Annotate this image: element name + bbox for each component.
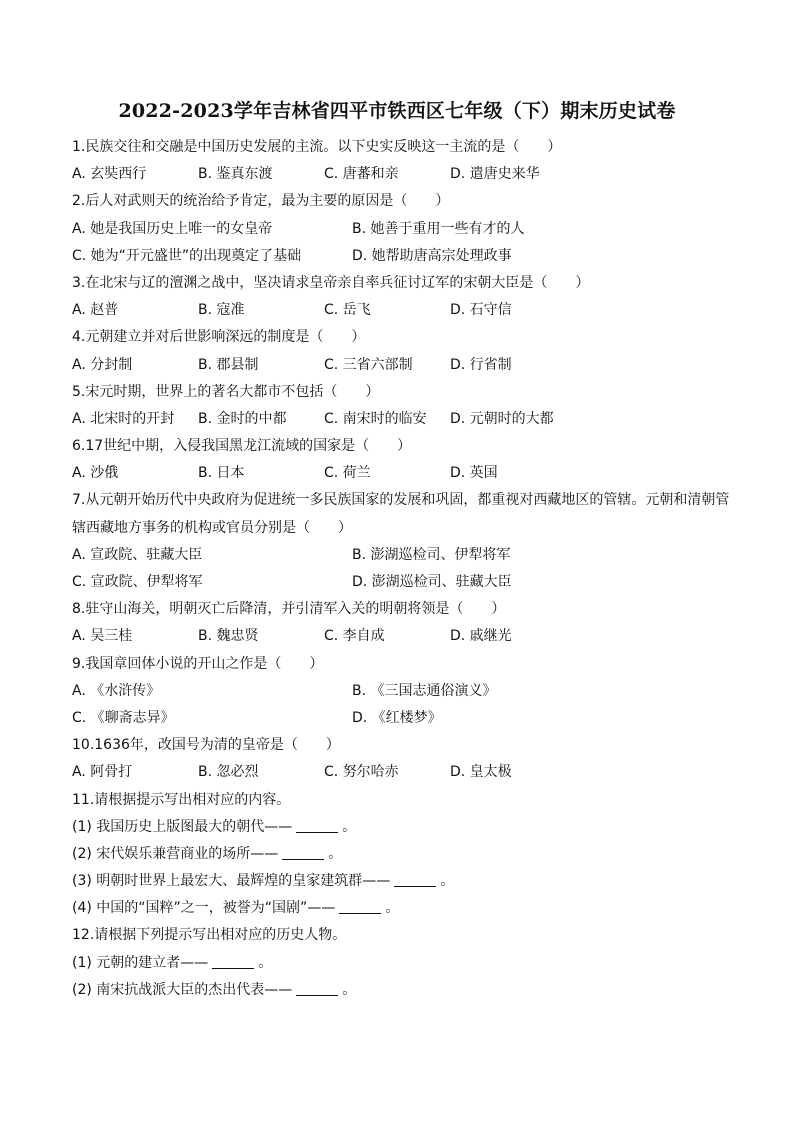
answer-blank[interactable] — [394, 872, 436, 887]
option-c: C. 努尔哈赤 — [324, 764, 399, 781]
question-10-options — [72, 759, 732, 786]
option-c: C. 她为“开元盛世”的出现奠定了基础 — [72, 247, 302, 264]
answer-blank[interactable] — [282, 845, 324, 860]
option-c: C. 三省六部制 — [324, 356, 413, 373]
option-b: B. 日本 — [198, 465, 245, 482]
question-5-stem: 5.宋元时期，世界上的著名大都市不包括（ ） — [72, 383, 380, 400]
option-d: D. 《红楼梦》 — [352, 709, 442, 726]
period-text: 。 — [385, 900, 400, 917]
question-9-stem: 9.我国章回体小说的开山之作是（ ） — [72, 655, 324, 672]
option-a: A. 宣政院、驻藏大臣 — [72, 546, 203, 563]
question-8-stem: 8.驻守山海关，明朝灭亡后降清，并引清军入关的明朝将领是（ ） — [72, 601, 506, 618]
period-text: 。 — [258, 954, 273, 971]
period-text: 。 — [342, 818, 357, 835]
question-12-stem: 12.请根据下列提示写出相对应的历史人物。 — [72, 927, 347, 944]
option-a: A. 沙俄 — [72, 465, 119, 482]
option-d: D. 澎湖巡检司、驻藏大臣 — [352, 574, 512, 591]
question-8-options — [72, 623, 732, 650]
option-b: B. 《三国志通俗演义》 — [352, 682, 497, 699]
period-text: 。 — [342, 981, 357, 998]
prompt-text: (2) 宋代娱乐兼营商业的场所—— — [72, 845, 279, 862]
question-9-options-row1 — [72, 678, 732, 705]
question-1-stem: 1.民族交往和交融是中国历史发展的主流。以下史实反映这一主流的是（ ） — [72, 139, 562, 155]
option-a: A. 分封制 — [72, 356, 133, 373]
prompt-text: (4) 中国的“国粹”之一，被誉为“国剧”—— — [72, 900, 336, 917]
question-3-stem: 3.在北宋与辽的澶渊之战中，坚决请求皇帝亲自率兵征讨辽军的宋朝大臣是（ ） — [72, 274, 590, 291]
period-text: 。 — [328, 845, 343, 862]
option-a: A. 赵普 — [72, 302, 119, 319]
option-d: D. 英国 — [450, 465, 498, 482]
question-2-options-row1 — [72, 216, 732, 243]
question-7-options-row2 — [72, 569, 732, 596]
q11-item-3 — [72, 868, 732, 895]
q12-item-2 — [72, 977, 732, 1004]
exam-content — [72, 134, 732, 1004]
question-10-stem: 10.1636年，改国号为清的皇帝是（ ） — [72, 737, 340, 754]
answer-blank[interactable] — [296, 818, 338, 833]
question-6-stem: 6.17世纪中期，入侵我国黑龙江流域的国家是（ ） — [72, 438, 412, 455]
option-b: B. 金时的中都 — [198, 410, 287, 427]
question-4-stem: 4.元朝建立并对后世影响深远的制度是（ ） — [72, 329, 366, 346]
option-d: D. 戚继光 — [450, 628, 512, 645]
option-d: D. 石守信 — [450, 302, 512, 319]
option-c: C. 李自成 — [324, 628, 385, 645]
option-a: A. 吴三桂 — [72, 628, 133, 645]
option-d: D. 遣唐史来华 — [450, 166, 540, 183]
question-3-options — [72, 297, 732, 324]
option-c: C. 荷兰 — [324, 465, 371, 482]
option-c: C. 《聊斋志异》 — [72, 709, 175, 726]
q11-item-1 — [72, 814, 732, 841]
question-1-options — [72, 161, 732, 188]
answer-blank[interactable] — [296, 981, 338, 996]
answer-blank[interactable] — [212, 954, 254, 969]
prompt-text: (1) 我国历史上版图最大的朝代—— — [72, 818, 293, 835]
question-7-stem: 7.从元朝开始历代中央政府为促进统一多民族国家的发展和巩固，都重视对西藏地区的管辖。元朝和清朝管辖西藏地方事务的机构或官员分别是（ ） — [72, 492, 730, 536]
question-2-options-row2 — [72, 243, 732, 270]
option-b: B. 她善于重用一些有才的人 — [352, 220, 525, 237]
question-5-options — [72, 406, 732, 433]
option-b: B. 魏忠贤 — [198, 628, 259, 645]
question-9-options-row2 — [72, 705, 732, 732]
q11-item-4 — [72, 895, 732, 922]
q12-item-1 — [72, 950, 732, 977]
prompt-text: (3) 明朝时世界上最宏大、最辉煌的皇家建筑群—— — [72, 873, 391, 890]
question-7-options-row1 — [72, 542, 732, 569]
option-b: B. 忽必烈 — [198, 764, 259, 781]
option-d: D. 皇太极 — [450, 764, 512, 781]
option-c: C. 岳飞 — [324, 302, 371, 319]
option-b: B. 郡县制 — [198, 356, 259, 373]
option-d: D. 行省制 — [450, 356, 512, 373]
q11-item-2 — [72, 841, 732, 868]
option-a: A. 北宋时的开封 — [72, 410, 175, 427]
exam-title: 2022-2023学年吉林省四平市铁西区七年级（下）期末历史试卷 — [118, 100, 676, 122]
option-c: C. 唐蕃和亲 — [324, 166, 399, 183]
prompt-text: (1) 元朝的建立者—— — [72, 954, 209, 971]
prompt-text: (2) 南宋抗战派大臣的杰出代表—— — [72, 981, 293, 998]
answer-blank[interactable] — [339, 899, 381, 914]
period-text: 。 — [440, 873, 455, 890]
option-a: A. 《水浒传》 — [72, 682, 161, 699]
option-d: D. 她帮助唐高宗处理政事 — [352, 247, 512, 264]
question-6-options — [72, 460, 732, 487]
option-a: A. 她是我国历史上唯一的女皇帝 — [72, 220, 273, 237]
question-2-stem: 2.后人对武则天的统治给予肯定，最为主要的原因是（ ） — [72, 193, 450, 210]
option-c: C. 宣政院、伊犁将军 — [72, 574, 203, 591]
option-b: B. 寇准 — [198, 302, 245, 319]
question-11-stem: 11.请根据提示写出相对应的内容。 — [72, 791, 291, 808]
question-4-options — [72, 352, 732, 379]
option-a: A. 玄奘西行 — [72, 166, 147, 183]
option-b: B. 澎湖巡检司、伊犁将军 — [352, 546, 511, 563]
option-d: D. 元朝时的大都 — [450, 410, 554, 427]
option-c: C. 南宋时的临安 — [324, 410, 427, 427]
option-a: A. 阿骨打 — [72, 764, 133, 781]
option-b: B. 鉴真东渡 — [198, 166, 273, 183]
